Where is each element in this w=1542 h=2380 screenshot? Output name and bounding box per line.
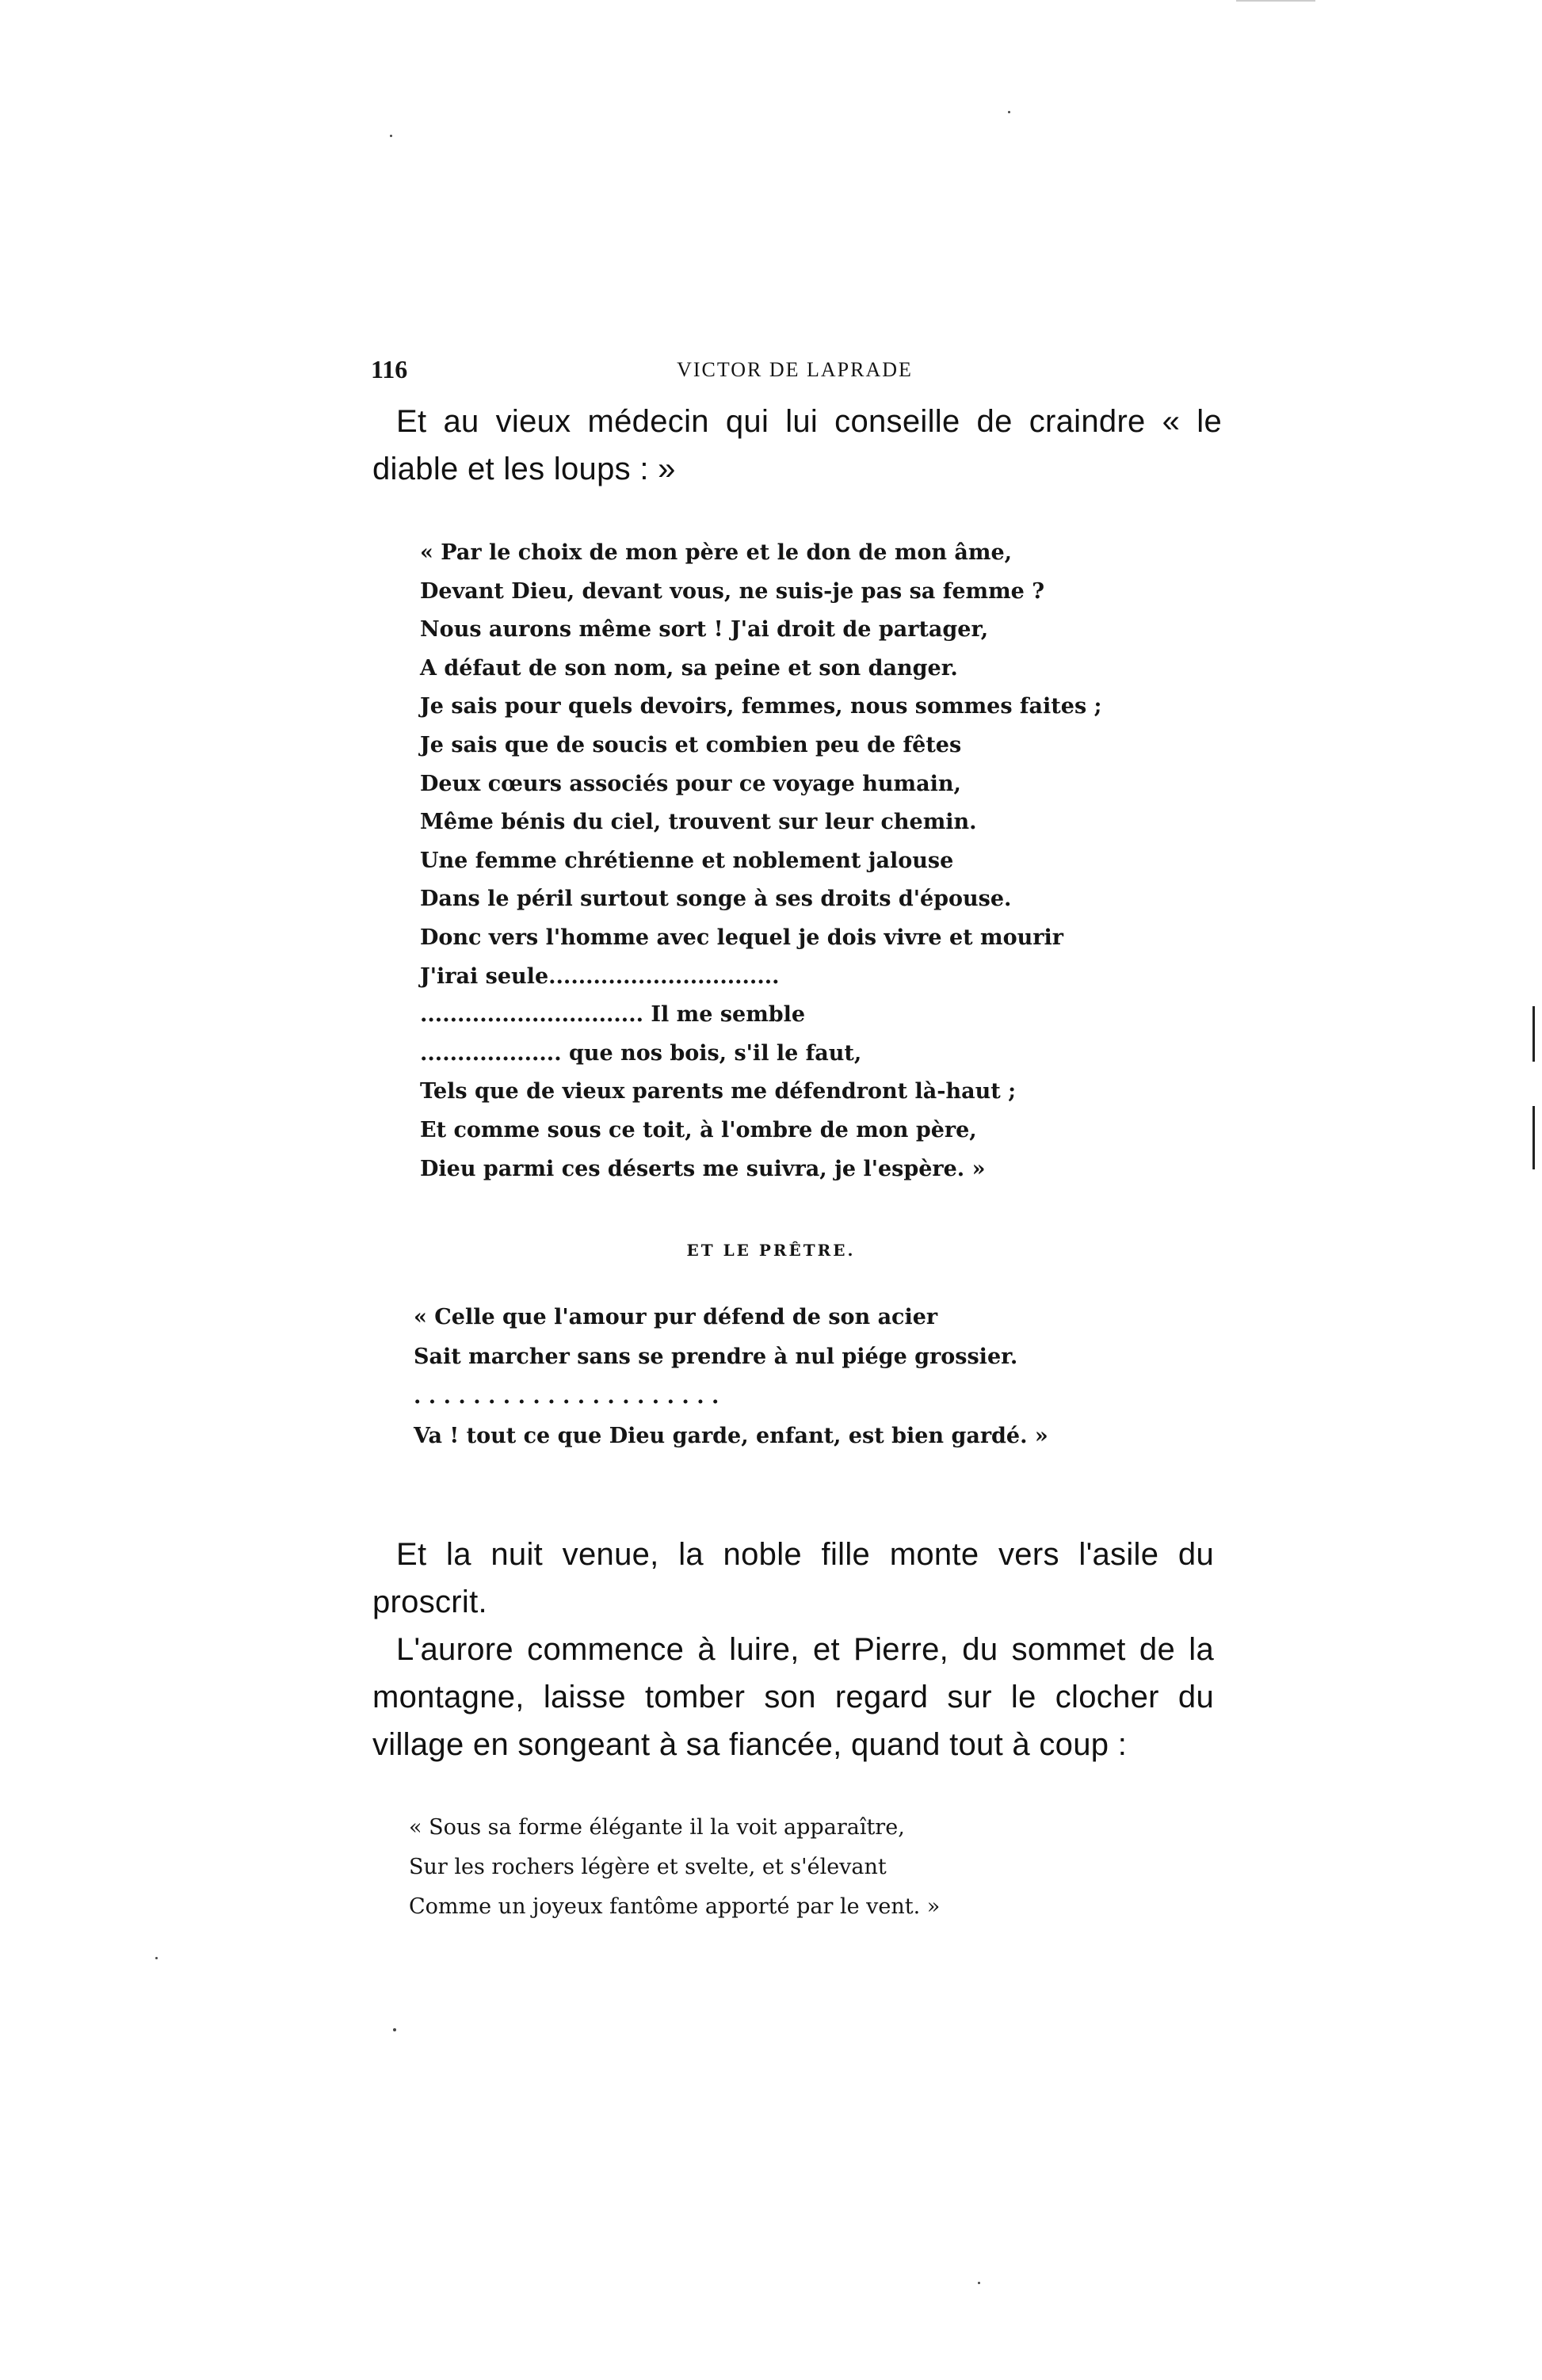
verse-line: Donc vers l'homme avec lequel je dois vivre et mourir [420, 925, 1063, 950]
verse-line: Dieu parmi ces déserts me suivra, je l'espère. » [420, 1156, 986, 1181]
verse-line: « Sous sa forme élégante il la voit apparaître, [409, 1815, 905, 1840]
running-head: VICTOR DE LAPRADE [677, 358, 913, 381]
scan-speck [978, 2282, 980, 2284]
verse-line: Deux cœurs associés pour ce voyage humain, [420, 771, 961, 796]
narrative-paragraph-2: L'aurore commence à luire, et Pierre, du sommet de la montagne, laisse tomber son regard sur le clocher du village en songeant à sa fiancée, quand tout à coup : [372, 1632, 1214, 1762]
intro-text: Et au vieux médecin qui lui conseille de craindre « le diable et les loups : » [372, 404, 1222, 486]
verse-line: Devant Dieu, devant vous, ne suis-je pas sa femme ? [420, 578, 1045, 604]
scan-speck [390, 135, 392, 137]
verse-line: Et comme sous ce toit, à l'ombre de mon père, [420, 1117, 977, 1142]
narrative-paragraph-1: Et la nuit venue, la noble fille monte vers l'asile du proscrit. [372, 1537, 1214, 1619]
scan-speck [1008, 111, 1010, 113]
verse-line: Sur les rochers légère et svelte, et s'élevant [409, 1855, 887, 1879]
verse-block-3 [409, 1808, 1122, 1927]
page-number: 116 [371, 355, 408, 383]
verse-line: Comme un joyeux fantôme apporté par le vent. » [409, 1894, 941, 1919]
verse-line: « Celle que l'amour pur défend de son acier [414, 1305, 938, 1329]
verse-line: Sait marcher sans se prendre à nul piége grossier. [414, 1344, 1018, 1369]
verse-line: Je sais que de soucis et combien peu de fêtes [420, 732, 962, 757]
verse-line: J'irai seule............................... [420, 963, 780, 989]
verse-line: A défaut de son nom, sa peine et son danger. [420, 655, 958, 681]
scan-edge-mark [1532, 1006, 1535, 1062]
narrative-text [372, 1531, 1214, 1768]
verse-line: . . . . . . . . . . . . . . . . . . . . . [414, 1384, 719, 1409]
verse-line: Dans le péril surtout songe à ses droits d'épouse. [420, 887, 1012, 912]
verse-block-2 [414, 1298, 1127, 1456]
verse-line: Même bénis du ciel, trouvent sur leur chemin. [420, 810, 977, 835]
page-header [371, 355, 1219, 387]
verse-block-1 [420, 534, 1133, 1188]
speaker-label: ET LE PRÊTRE. [686, 1241, 856, 1260]
intro-paragraph [372, 398, 1222, 493]
verse-line: Une femme chrétienne et noblement jalouse [420, 848, 954, 873]
verse-line: Tels que de vieux parents me défendront là-haut ; [420, 1079, 1017, 1104]
scan-speck [155, 1957, 158, 1959]
scan-edge-mark [1532, 1106, 1535, 1169]
verse-line: .............................. Il me semble [420, 1002, 806, 1028]
scan-speck [393, 2028, 396, 2031]
verse-line: ................... que nos bois, s'il le faut, [420, 1040, 862, 1066]
verse-line: Je sais pour quels devoirs, femmes, nous sommes faites ; [420, 694, 1102, 719]
verse-line: « Par le choix de mon père et le don de mon âme, [420, 540, 1013, 565]
scan-edge-mark [1236, 0, 1315, 2]
verse-line: Va ! tout ce que Dieu garde, enfant, est bien gardé. » [414, 1424, 1048, 1448]
verse-line: Nous aurons même sort ! J'ai droit de partager, [420, 617, 989, 643]
